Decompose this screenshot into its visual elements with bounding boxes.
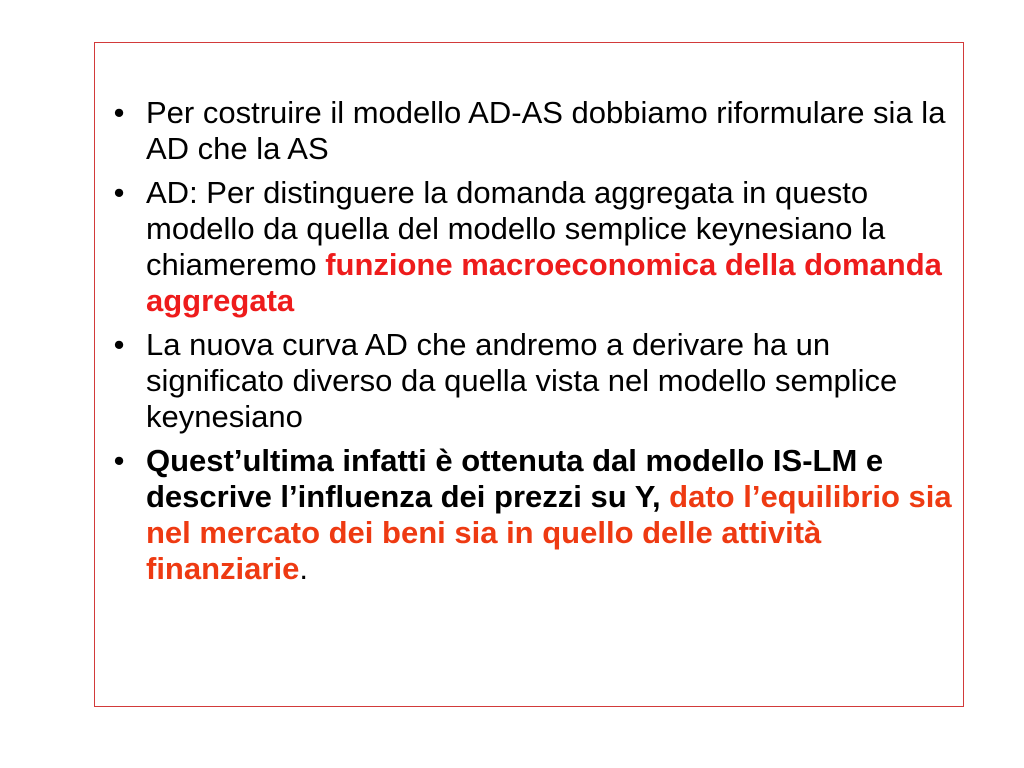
bullet-item-3	[95, 327, 965, 435]
highlighted-term: funzione macroeconomica della domanda aggregata	[146, 247, 942, 318]
bullet-dot-icon: •	[113, 175, 125, 210]
bullet-text: AD: Per distinguere la domanda aggregata in questo modello da quella del modello semplice keynesiano la chiameremo	[146, 175, 886, 282]
highlighted-phrase: dato l’equilibrio sia nel mercato dei beni sia in quello delle attività finanziarie	[146, 479, 952, 586]
bullet-item-4	[95, 443, 965, 587]
bullet-dot-icon: •	[113, 327, 125, 362]
bullet-tail: .	[299, 551, 308, 586]
bullet-dot-icon: •	[113, 443, 125, 478]
bullet-bold-text: Quest’ultima infatti è ottenuta dal modello IS-LM e descrive l’influenza dei prezzi su Y,	[146, 443, 884, 514]
bullet-text: Per costruire il modello AD-AS dobbiamo riformulare sia la AD che la AS	[146, 95, 946, 166]
bullet-item-1	[95, 95, 965, 167]
bullet-item-2	[95, 175, 965, 319]
bullet-list	[95, 95, 965, 595]
slide-frame	[94, 42, 964, 707]
bullet-text: La nuova curva AD che andremo a derivare ha un significato diverso da quella vista nel modello semplice keynesiano	[146, 327, 898, 434]
bullet-dot-icon: •	[113, 95, 125, 130]
